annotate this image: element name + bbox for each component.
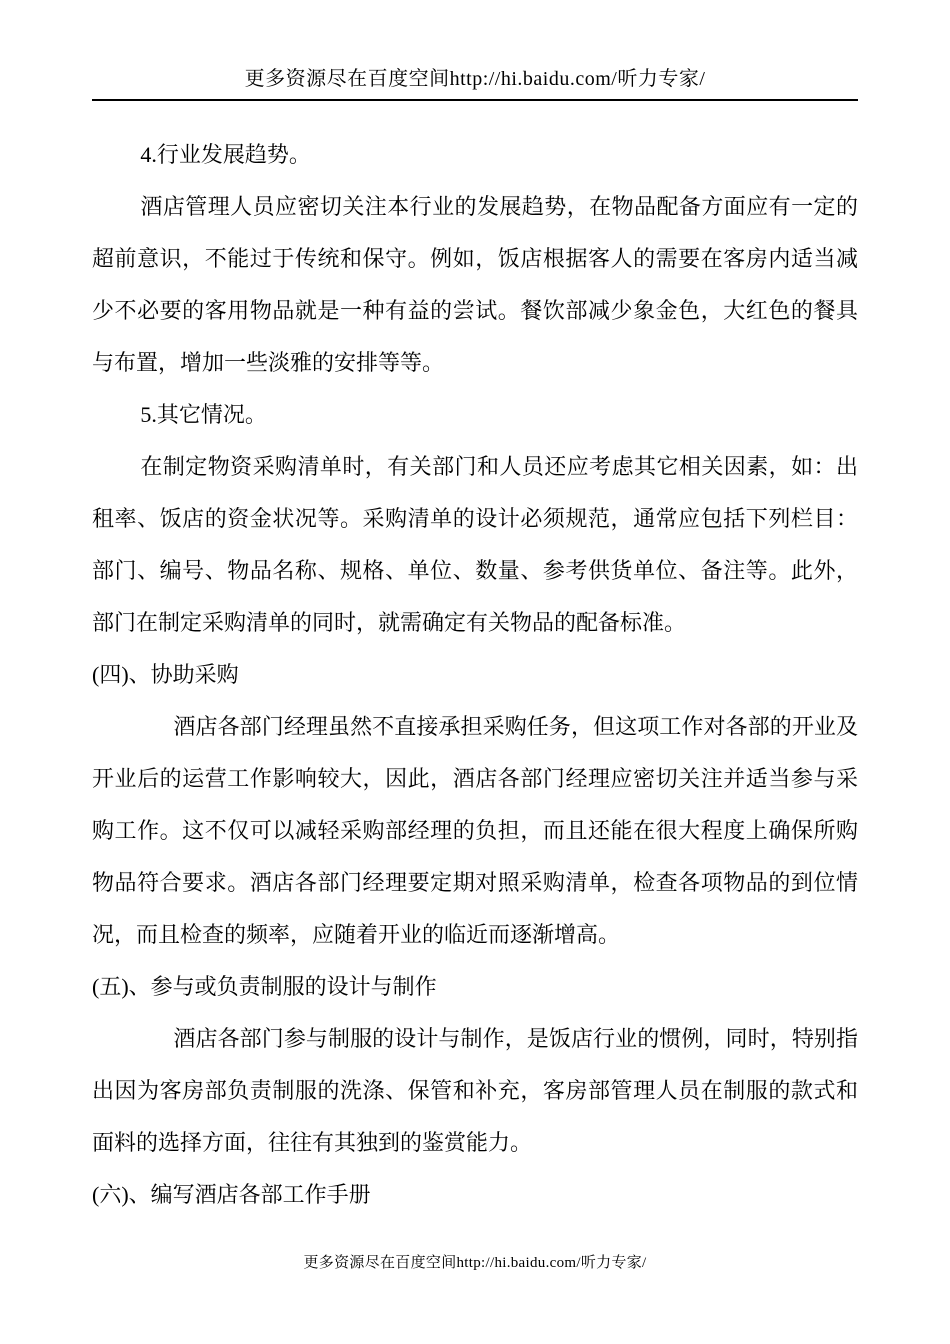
paragraph-body: 酒店管理人员应密切关注本行业的发展趋势，在物品配备方面应有一定的超前意识，不能过于传统和保守。例如，饭店根据客人的需要在客房内适当减少不必要的客用物品就是一种有益的尝试。餐饮部减少象金色，大红色的餐具与布置，增加一些淡雅的安排等等。	[92, 194, 858, 375]
document-body	[92, 129, 858, 1221]
paragraph-heading-4: 4.行业发展趋势。	[140, 142, 311, 167]
footer-text: 更多资源尽在百度空间http://hi.baidu.com/听力专家/	[303, 1255, 647, 1271]
paragraph-heading-5: 5.其它情况。	[140, 402, 267, 427]
page-footer	[0, 1251, 950, 1272]
paragraph-heading-liu: (六)、编写酒店各部工作手册	[92, 1182, 371, 1207]
paragraph-body: 在制定物资采购清单时，有关部门和人员还应考虑其它相关因素，如：出租率、饭店的资金状况等。采购清单的设计必须规范，通常应包括下列栏目：部门、编号、物品名称、规格、单位、数量、参考供货单位、备注等。此外，部门在制定采购清单的同时，就需确定有关物品的配备标准。	[92, 454, 858, 635]
paragraph-heading-wu: (五)、参与或负责制服的设计与制作	[92, 974, 437, 999]
paragraph-heading-si: (四)、协助采购	[92, 662, 239, 687]
header-text: 更多资源尽在百度空间http://hi.baidu.com/听力专家/	[244, 68, 706, 90]
paragraph-body: 酒店各部门参与制服的设计与制作，是饭店行业的惯例，同时，特别指出因为客房部负责制服的洗涤、保管和补充，客房部管理人员在制服的款式和面料的选择方面，往往有其独到的鉴赏能力。	[92, 1026, 858, 1155]
paragraph-body: 酒店各部门经理虽然不直接承担采购任务，但这项工作对各部的开业及开业后的运营工作影响较大，因此，酒店各部门经理应密切关注并适当参与采购工作。这不仅可以减轻采购部经理的负担，而且还能在很大程度上确保所购物品符合要求。酒店各部门经理要定期对照采购清单，检查各项物品的到位情况，而且检查的频率，应随着开业的临近而逐渐增高。	[92, 714, 858, 947]
page-header	[92, 0, 858, 101]
